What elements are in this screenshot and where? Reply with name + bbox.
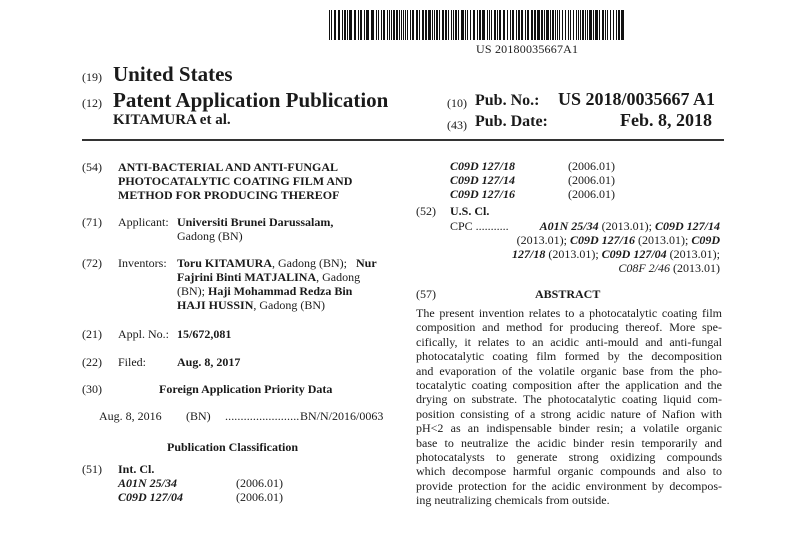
cpc-class: 127/18 (511, 247, 546, 261)
barcode-bar (448, 10, 449, 40)
barcode-bar (618, 10, 620, 40)
barcode-bar (334, 10, 336, 40)
abstract-line: cifically, it relates to an acidic anti-mould and anti-fungal (416, 334, 722, 349)
cpc-version: (2013.01); (666, 247, 720, 261)
code-43: (43) (447, 118, 467, 132)
inventor-location: (BN); (177, 284, 205, 298)
foreign-country: (BN) (186, 409, 211, 423)
abstract-line: The present invention relates to a photocatalytic coating film (416, 306, 722, 320)
title-code: (54) (82, 160, 102, 174)
applicant-label: Applicant: (118, 215, 169, 229)
abstract-line: ing neutralizing chemicals from outside. (416, 493, 610, 508)
inventor-location: , Gadong (BN) (253, 298, 326, 312)
barcode-bar (587, 10, 588, 40)
abstract-line: pH<2 as an indispensable binder resin; a volatile organic (416, 421, 722, 436)
cpc-line (512, 247, 720, 262)
barcode-bar (550, 10, 551, 40)
barcode-bar (465, 10, 466, 40)
cpc-version: (2013.01); (598, 219, 655, 233)
header-rule (82, 139, 724, 141)
uscl-label: U.S. Cl. (450, 204, 490, 218)
barcode-bar (396, 10, 398, 40)
abstract-line: photocatalytic coating film formed by the decomposition (416, 349, 722, 364)
inventor-name: HAJI HUSSIN (177, 298, 254, 312)
barcode-bar (358, 10, 359, 40)
barcode-bar (487, 10, 488, 40)
filed-date: Aug. 8, 2017 (177, 355, 241, 369)
cpc-line (540, 219, 720, 234)
barcode-bar (479, 10, 481, 40)
barcode-bar (416, 10, 418, 40)
barcode-bar (552, 10, 554, 40)
inventor-name: Nur (356, 256, 377, 270)
title-line: PHOTOCATALYTIC COATING FILM AND (118, 174, 353, 188)
barcode-bar (378, 10, 379, 40)
intcl-version: (2006.01) (236, 476, 283, 490)
country: United States (113, 62, 233, 86)
cpc-label: CPC ........... (450, 219, 509, 233)
title-line: METHOD FOR PRODUCING THEREOF (118, 188, 340, 202)
foreign-number: BN/N/2016/0063 (300, 409, 384, 423)
intcl-code: (51) (82, 462, 102, 476)
barcode-bar (347, 10, 348, 40)
barcode-bar (401, 10, 402, 40)
barcode-bar (546, 10, 549, 40)
cpc-version: (2013.01); (545, 247, 602, 261)
barcode-bar (605, 10, 606, 40)
barcode-bar (360, 10, 362, 40)
barcode-bar (497, 10, 498, 40)
inventors-list (177, 256, 377, 312)
inventors-code: (72) (82, 256, 102, 270)
cpc-version: (2013.01); (635, 233, 692, 247)
barcode-bar (407, 10, 408, 40)
barcode-bar (376, 10, 377, 40)
barcode-bar (432, 10, 433, 40)
barcode-image (329, 10, 624, 40)
intcl-class: C09D 127/18 (450, 159, 516, 173)
barcode-bar (338, 10, 340, 40)
abstract-body (416, 306, 722, 508)
barcode-bar (467, 10, 468, 40)
barcode-bar (613, 10, 614, 40)
barcode-bar (451, 10, 452, 40)
barcode-bar (410, 10, 411, 40)
barcode-bar (389, 10, 390, 40)
foreign-date: Aug. 8, 2016 (99, 409, 162, 423)
applicant-code: (71) (82, 215, 102, 229)
cpc-line (517, 233, 720, 248)
barcode-bar (489, 10, 490, 40)
barcode-bar (531, 10, 533, 40)
inventor-name: Fajrini Binti MATJALINA (177, 270, 317, 284)
barcode-bar (565, 10, 566, 40)
abstract-line: photocatalysts to generate strong oxidizing compounds (416, 450, 722, 465)
barcode-bar (331, 10, 332, 40)
barcode-bar (555, 10, 556, 40)
abstract-line: base to neutralize the acidic binder resin temporarily and (416, 435, 722, 450)
title-line: ANTI-BACTERIAL AND ANTI-FUNGAL (118, 160, 339, 174)
abstract-heading: ABSTRACT (535, 287, 601, 301)
abstract-code: (57) (416, 287, 436, 301)
abstract-line: which decompose harmful organic compounds and also to (416, 464, 722, 479)
intcl-version: (2006.01) (568, 187, 615, 201)
barcode-bar (503, 10, 505, 40)
barcode-bar (428, 10, 431, 40)
barcode-bar (512, 10, 514, 40)
appl-number: 15/672,081 (177, 327, 232, 341)
inventors-label: Inventors: (118, 256, 167, 270)
barcode-bar (387, 10, 388, 40)
cpc-class: C08F 2/46 (618, 261, 670, 275)
abstract-line: tocatalytic coating composition after the application and the (416, 378, 722, 393)
barcode-bar (602, 10, 604, 40)
foreign-dots: ........................ (225, 409, 300, 423)
cpc-class: C09D 127/04 (601, 247, 667, 261)
barcode-bar (453, 10, 454, 40)
foreign-code: (30) (82, 382, 102, 396)
barcode-bar (573, 10, 574, 40)
barcode-bar (405, 10, 406, 40)
abstract-line: provide protection for the acidic environment by decompos- (416, 478, 722, 493)
barcode-bar (525, 10, 526, 40)
invention-title (118, 160, 352, 202)
barcode-bar (585, 10, 586, 40)
barcode-bar (607, 10, 608, 40)
inventor-short: KITAMURA et al. (113, 112, 231, 128)
inventor-location: , Gadong (BN); (272, 256, 348, 270)
barcode-bar (589, 10, 592, 40)
foreign-heading: Foreign Application Priority Data (159, 382, 333, 396)
code-12: (12) (82, 96, 102, 110)
barcode-bar (329, 10, 330, 40)
barcode-bar (419, 10, 420, 40)
barcode-bar (521, 10, 523, 40)
barcode-bar (499, 10, 501, 40)
barcode-bar (399, 10, 400, 40)
barcode-bar (494, 10, 496, 40)
uscl-code: (52) (416, 204, 436, 218)
barcode-bar (582, 10, 584, 40)
inventor-location: , Gadong (316, 270, 361, 284)
barcode-bar (557, 10, 558, 40)
barcode-bar (344, 10, 346, 40)
barcode-bar (403, 10, 404, 40)
barcode-bar (477, 10, 478, 40)
barcode-bar (570, 10, 571, 40)
barcode-bar (383, 10, 385, 40)
filed-label: Filed: (118, 355, 147, 369)
barcode-bar (391, 10, 392, 40)
pub-date-value: Feb. 8, 2018 (620, 110, 712, 130)
abstract-line: drying on substrate. The photocatalytic coating liquid com- (416, 392, 722, 407)
pub-no-value: US 2018/0035667 A1 (558, 89, 716, 109)
barcode-bar (534, 10, 536, 40)
barcode-bar (354, 10, 356, 40)
appl-code: (21) (82, 327, 102, 341)
barcode-bar (425, 10, 427, 40)
barcode-bar (568, 10, 569, 40)
pub-class-heading: Publication Classification (167, 440, 299, 454)
intcl-version: (2006.01) (568, 159, 615, 173)
inventor-name: Toru KITAMURA (177, 256, 273, 270)
intcl-version: (2006.01) (568, 173, 615, 187)
abstract-line: and evaporation of the volatile organic base from the pho- (416, 363, 722, 378)
barcode-bar (461, 10, 464, 40)
applicant-name: Universiti Brunei Darussalam, (177, 215, 334, 229)
inventor-name: Haji Mohammad Redza Bin (208, 284, 353, 298)
barcode-bar (366, 10, 369, 40)
abstract-line: position consisting of a strong acidic nature of Nafion with (416, 406, 722, 421)
intcl-class: A01N 25/34 (118, 476, 178, 490)
barcode-bar (595, 10, 598, 40)
barcode-bar (610, 10, 611, 40)
barcode-bar (593, 10, 594, 40)
barcode-bar (412, 10, 414, 40)
barcode-bar (436, 10, 438, 40)
barcode-bar (422, 10, 424, 40)
barcode-bar (544, 10, 545, 40)
barcode-bar (455, 10, 457, 40)
barcode-bar (442, 10, 444, 40)
barcode-bar (439, 10, 440, 40)
barcode-bar (562, 10, 563, 40)
barcode-bar (599, 10, 600, 40)
barcode-bar (576, 10, 577, 40)
barcode-bar (470, 10, 471, 40)
appl-label: Appl. No.: (118, 327, 169, 341)
barcode-bar (434, 10, 435, 40)
barcode-bar (507, 10, 508, 40)
code-19: (19) (82, 70, 102, 84)
intcl-class: C09D 127/16 (450, 187, 516, 201)
intcl-class: C09D 127/14 (450, 173, 516, 187)
barcode-bar (342, 10, 343, 40)
barcode-bar (559, 10, 560, 40)
barcode-bar (518, 10, 520, 40)
barcode-bar (381, 10, 382, 40)
barcode-bar (580, 10, 581, 40)
barcode-bar (458, 10, 459, 40)
intcl-label: Int. Cl. (118, 462, 155, 476)
barcode-bar (473, 10, 475, 40)
pub-date-label: Pub. Date: (475, 113, 548, 130)
cpc-version: (2013.01) (670, 261, 720, 275)
barcode-bar (491, 10, 492, 40)
cpc-class: C09D 127/16 (569, 233, 635, 247)
filed-code: (22) (82, 355, 102, 369)
barcode-bar (482, 10, 485, 40)
cpc-class: C09D (691, 233, 720, 247)
barcode-bar (527, 10, 529, 40)
intcl-version: (2006.01) (236, 490, 283, 504)
barcode-bar (371, 10, 374, 40)
abstract-line: composition and method for producing thereof. More spe- (416, 320, 722, 335)
barcode-bar (616, 10, 617, 40)
publication-type: Patent Application Publication (113, 88, 389, 112)
barcode-bar (578, 10, 579, 40)
cpc-class: C09D 127/14 (654, 219, 720, 233)
barcode-bar (364, 10, 365, 40)
barcode-bar (516, 10, 517, 40)
applicant-location: Gadong (BN) (177, 229, 243, 243)
barcode-bar (445, 10, 447, 40)
barcode-bar (510, 10, 511, 40)
cpc-class: A01N 25/34 (539, 219, 599, 233)
code-10: (10) (447, 96, 467, 110)
cpc-version: (2013.01); (516, 233, 570, 247)
barcode-bar (537, 10, 540, 40)
barcode-bar (349, 10, 352, 40)
barcode-number: US 20180035667A1 (476, 42, 579, 56)
pub-no-label: Pub. No.: (475, 92, 540, 109)
barcode-bar (541, 10, 543, 40)
barcode-bar (393, 10, 395, 40)
intcl-class: C09D 127/04 (118, 490, 184, 504)
cpc-line (618, 261, 720, 276)
barcode-bar (621, 10, 624, 40)
